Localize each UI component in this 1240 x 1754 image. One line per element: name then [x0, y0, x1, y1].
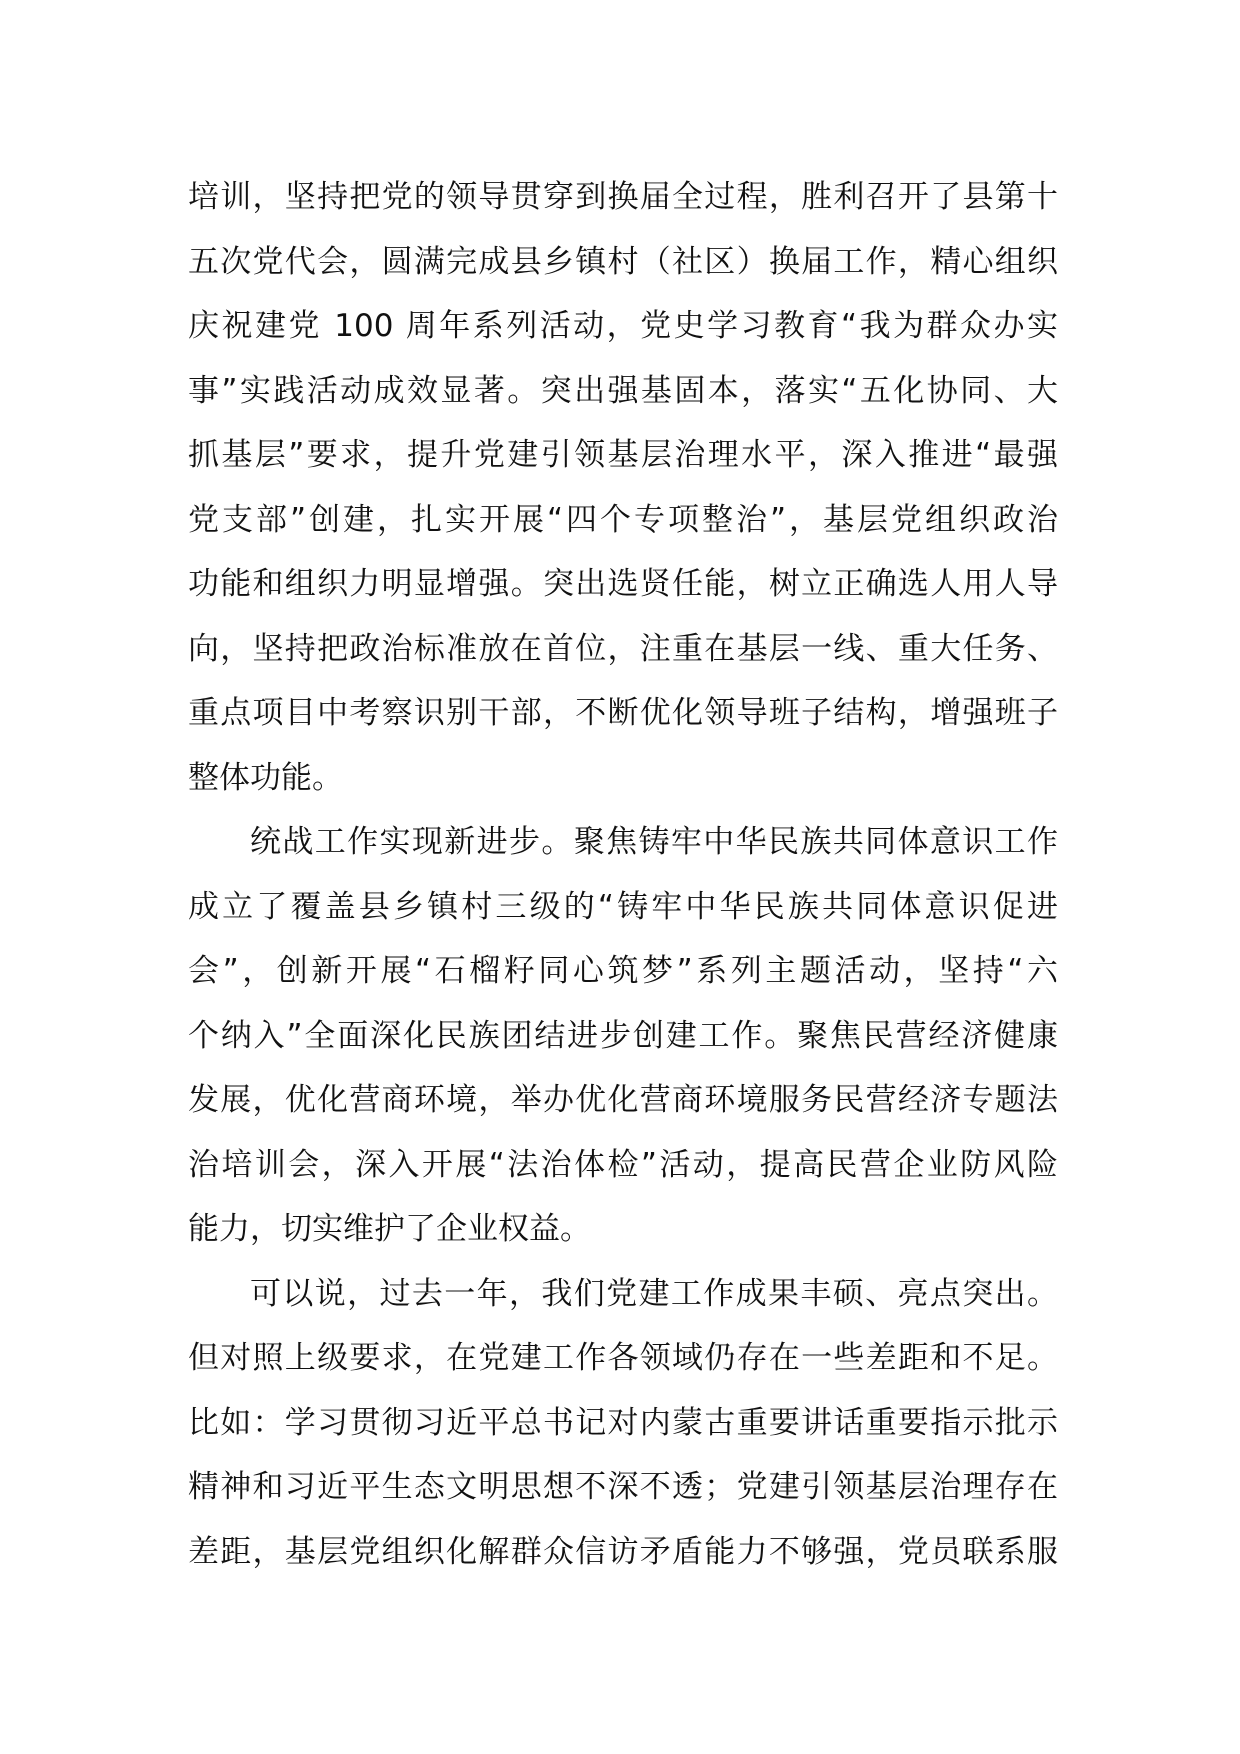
text-line: 会”，创新开展“石榴籽同心筑梦”系列主题活动，坚持“六	[188, 953, 1058, 989]
text-line: 发展，优化营商环境，举办优化营商环境服务民营经济专题法	[188, 1082, 1058, 1118]
text-line: 能力，切实维护了企业权益。	[188, 1211, 591, 1247]
text-line: 培训，坚持把党的领导贯穿到换届全过程，胜利召开了县第十	[188, 179, 1058, 215]
text-line: 可以说，过去一年，我们党建工作成果丰硕、亮点突出。	[250, 1275, 1058, 1312]
text-line: 比如：学习贯彻习近平总书记对内蒙古重要讲话重要指示批示	[188, 1404, 1058, 1441]
text-line: 个纳入”全面深化民族团结进步创建工作。聚焦民营经济健康	[188, 1017, 1058, 1054]
text-line: 向，坚持把政治标准放在首位，注重在基层一线、重大任务、	[188, 630, 1058, 667]
text-line: 统战工作实现新进步。聚焦铸牢中华民族共同体意识工作	[250, 824, 1058, 860]
text-line: 事”实践活动成效显著。突出强基固本，落实“五化协同、大	[188, 372, 1058, 409]
text-line: 治培训会，深入开展“法治体检”活动，提高民营企业防风险	[188, 1146, 1058, 1183]
text-line: 整体功能。	[188, 759, 343, 796]
text-line: 精神和习近平生态文明思想不深不透；党建引领基层治理存在	[188, 1469, 1058, 1505]
text-line: 庆祝建党 100 周年系列活动，党史学习教育“我为群众办实	[188, 308, 1058, 344]
text-line: 功能和组织力明显增强。突出选贤任能，树立正确选人用人导	[188, 566, 1058, 602]
text-line: 重点项目中考察识别干部，不断优化领导班子结构，增强班子	[188, 695, 1058, 731]
body-text	[188, 165, 1058, 1584]
text-line: 成立了覆盖县乡镇村三级的“铸牢中华民族共同体意识促进	[188, 888, 1058, 925]
text-line: 抓基层”要求，提升党建引领基层治理水平，深入推进“最强	[188, 437, 1058, 473]
text-line: 五次党代会，圆满完成县乡镇村（社区）换届工作，精心组织	[188, 243, 1058, 280]
text-line: 但对照上级要求，在党建工作各领域仍存在一些差距和不足。	[188, 1340, 1058, 1376]
text-line: 党支部”创建，扎实开展“四个专项整治”，基层党组织政治	[188, 501, 1058, 538]
text-line: 差距，基层党组织化解群众信访矛盾能力不够强，党员联系服	[188, 1533, 1058, 1570]
